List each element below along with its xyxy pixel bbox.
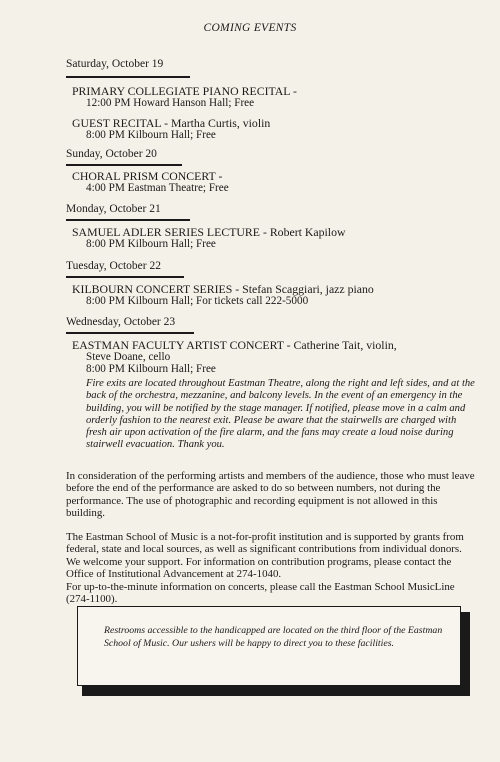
event-title: GUEST RECITAL - Martha Curtis, violin — [72, 116, 271, 130]
restroom-notice: Restrooms accessible to the handicapped are located on the third floor of the Eastman School of Music. Our ushers will be happy to direct you to these facilities. — [104, 625, 443, 649]
event-title: EASTMAN FACULTY ARTIST CONCERT - Catherine Tait, violin, — [72, 338, 397, 352]
fire-exit-notice: Fire exits are located throughout Eastman Theatre, along the right and left sides, and at the back of the orchestra, mezzanine, and balcony levels. In the event of an emergency in the building, you will be notified by the stage manager. If notified, please move in a calm and orderly fashion to the nearest exit. Please be aware that the stairwells are charged with fresh air upon activation of the fire alarm, and the fans may create a loud noise during stairwell evacuation. Thank you. — [86, 378, 475, 451]
day-rule — [66, 276, 184, 278]
day-rule — [66, 332, 194, 334]
day-rule — [66, 76, 190, 78]
consideration-paragraph: In consideration of the performing artists and members of the audience, those who must leave before the end of the performance are asked to do so between numbers, not during the performance. The use of photographic and recording equipment is not allowed in this building. — [66, 470, 475, 520]
event-details: 8:00 PM Kilbourn Hall; Free — [86, 129, 216, 141]
event-details: 8:00 PM Kilbourn Hall; Free — [86, 363, 216, 375]
event-title: KILBOURN CONCERT SERIES - Stefan Scaggiari, jazz piano — [72, 282, 374, 296]
event-details: 8:00 PM Kilbourn Hall; For tickets call 222-5000 — [86, 295, 309, 307]
day-heading-tuesday: Tuesday, October 22 — [66, 260, 161, 272]
day-heading-sunday: Sunday, October 20 — [66, 148, 157, 160]
day-rule — [66, 219, 190, 221]
event-details: 12:00 PM Howard Hanson Hall; Free — [86, 97, 255, 109]
event-performer: Steve Doane, cello — [86, 351, 171, 363]
event-title: SAMUEL ADLER SERIES LECTURE - Robert Kapilow — [72, 225, 346, 239]
day-heading-monday: Monday, October 21 — [66, 203, 161, 215]
event-details: 4:00 PM Eastman Theatre; Free — [86, 182, 229, 194]
musicline-paragraph: For up-to-the-minute information on concerts, please call the Eastman School MusicLine (274-1100). — [66, 581, 455, 606]
event-title: PRIMARY COLLEGIATE PIANO RECITAL - — [72, 84, 297, 98]
day-heading-saturday: Saturday, October 19 — [66, 58, 164, 70]
event-title: CHORAL PRISM CONCERT - — [72, 169, 223, 183]
page-title: COMING EVENTS — [203, 22, 297, 34]
day-rule — [66, 164, 182, 166]
school-support-paragraph: The Eastman School of Music is a not-for-profit institution and is supported by grants from federal, state and local sources, as well as significant contributions from individual donors. We welcome your support. For information on contribution programs, please contact the Office of Institutional Advancement at 274-1040. — [66, 531, 464, 581]
event-details: 8:00 PM Kilbourn Hall; Free — [86, 238, 216, 250]
day-heading-wednesday: Wednesday, October 23 — [66, 316, 176, 328]
